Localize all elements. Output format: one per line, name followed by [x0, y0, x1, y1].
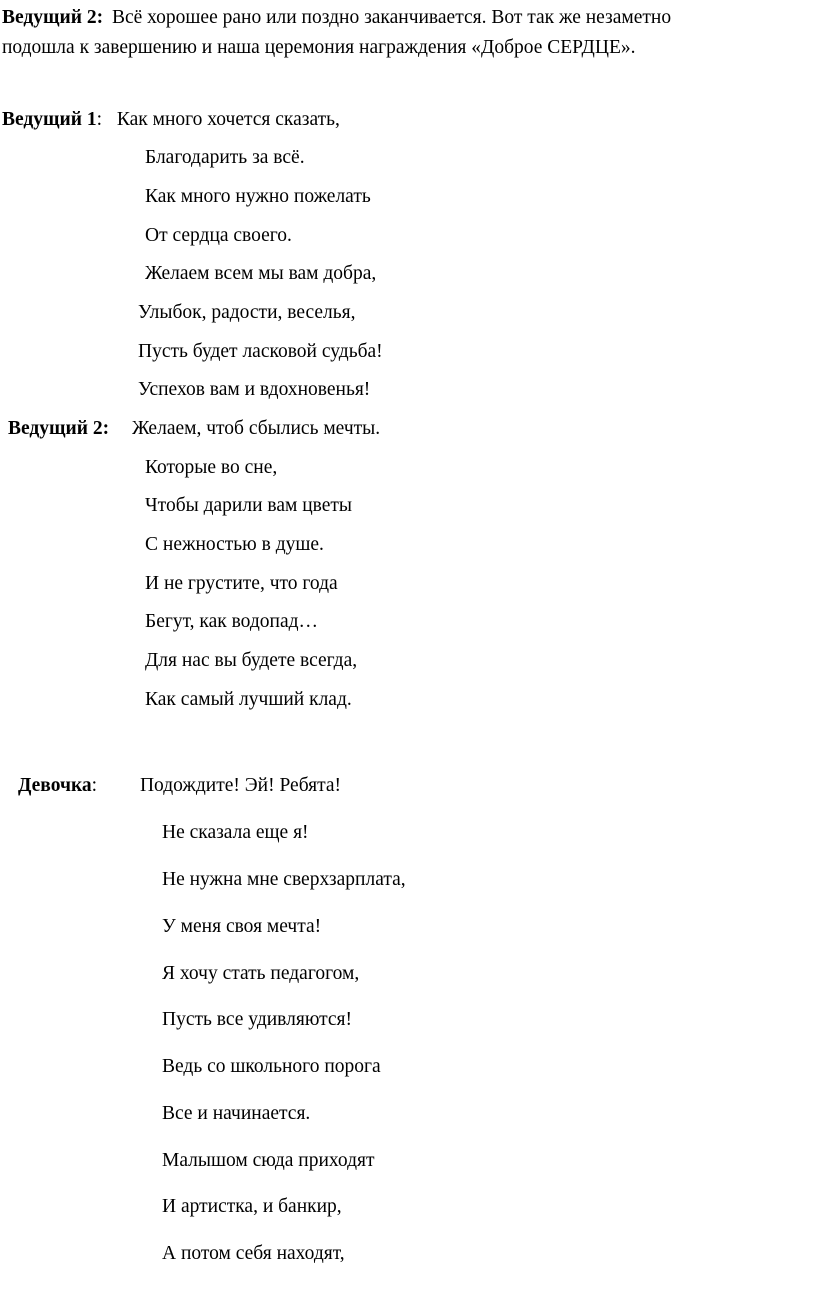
- verse-line: Которые во сне,: [145, 457, 278, 478]
- speaker-colon: :: [91, 775, 98, 796]
- verse-line: Пусть будет ласковой судьба!: [138, 341, 383, 362]
- speaker-colon: :: [96, 109, 102, 130]
- verse-line: [8, 417, 380, 441]
- verse-line: Желаем всем мы вам добра,: [145, 263, 377, 284]
- verse-line: Бегут, как водопад…: [145, 611, 319, 632]
- verse-line: Малышом сюда приходят: [162, 1150, 375, 1171]
- verse-line: С нежностью в душе.: [145, 534, 324, 555]
- verse-line: Для нас вы будете всегда,: [145, 650, 358, 671]
- verse-line: Как много нужно пожелать: [145, 186, 371, 207]
- verse-line: Не сказала еще я!: [162, 822, 309, 843]
- speaker-label: Ведущий 2:: [8, 418, 110, 439]
- verse-line: Ведь со школьного порога: [162, 1056, 381, 1077]
- verse-line: Пусть все удивляются!: [162, 1009, 353, 1030]
- verse-text: Подождите! Эй! Ребята!: [139, 775, 342, 796]
- verse-line: У меня своя мечта!: [162, 916, 322, 937]
- verse-line: Не нужна мне сверхзарплата,: [162, 869, 406, 890]
- verse-line: Успехов вам и вдохновенья!: [138, 379, 371, 400]
- verse-line: Все и начинается.: [162, 1103, 311, 1124]
- verse-line: Улыбок, радости, веселья,: [138, 302, 356, 323]
- speaker-label: Девочка: [18, 775, 92, 796]
- verse-text: Желаем, чтоб сбылись мечты.: [131, 418, 381, 439]
- verse-line: Как самый лучший клад.: [145, 689, 352, 710]
- verse-line: [2, 108, 340, 132]
- speaker-label: Ведущий 2:: [2, 7, 104, 28]
- verse-line: Чтобы дарили вам цветы: [145, 495, 353, 516]
- verse-line: И артистка, и банкир,: [162, 1196, 342, 1217]
- paragraph-line: [2, 6, 671, 30]
- paragraph-line: подошла к завершению и наша церемония награждения «Доброе СЕРДЦЕ».: [2, 37, 636, 58]
- verse-line: Я хочу стать педагогом,: [162, 963, 360, 984]
- verse-line: А потом себя находят,: [162, 1243, 345, 1264]
- verse-line: И не грустите, что года: [145, 573, 338, 594]
- verse-line: От сердца своего.: [145, 225, 292, 246]
- verse-line: [18, 774, 341, 798]
- speaker-label: Ведущий 1: [2, 109, 97, 130]
- verse-line: Благодарить за всё.: [145, 147, 305, 168]
- verse-text: Как много хочется сказать,: [116, 109, 340, 130]
- paragraph-text: Всё хорошее рано или поздно заканчивается. Вот так же незаметно: [111, 7, 672, 28]
